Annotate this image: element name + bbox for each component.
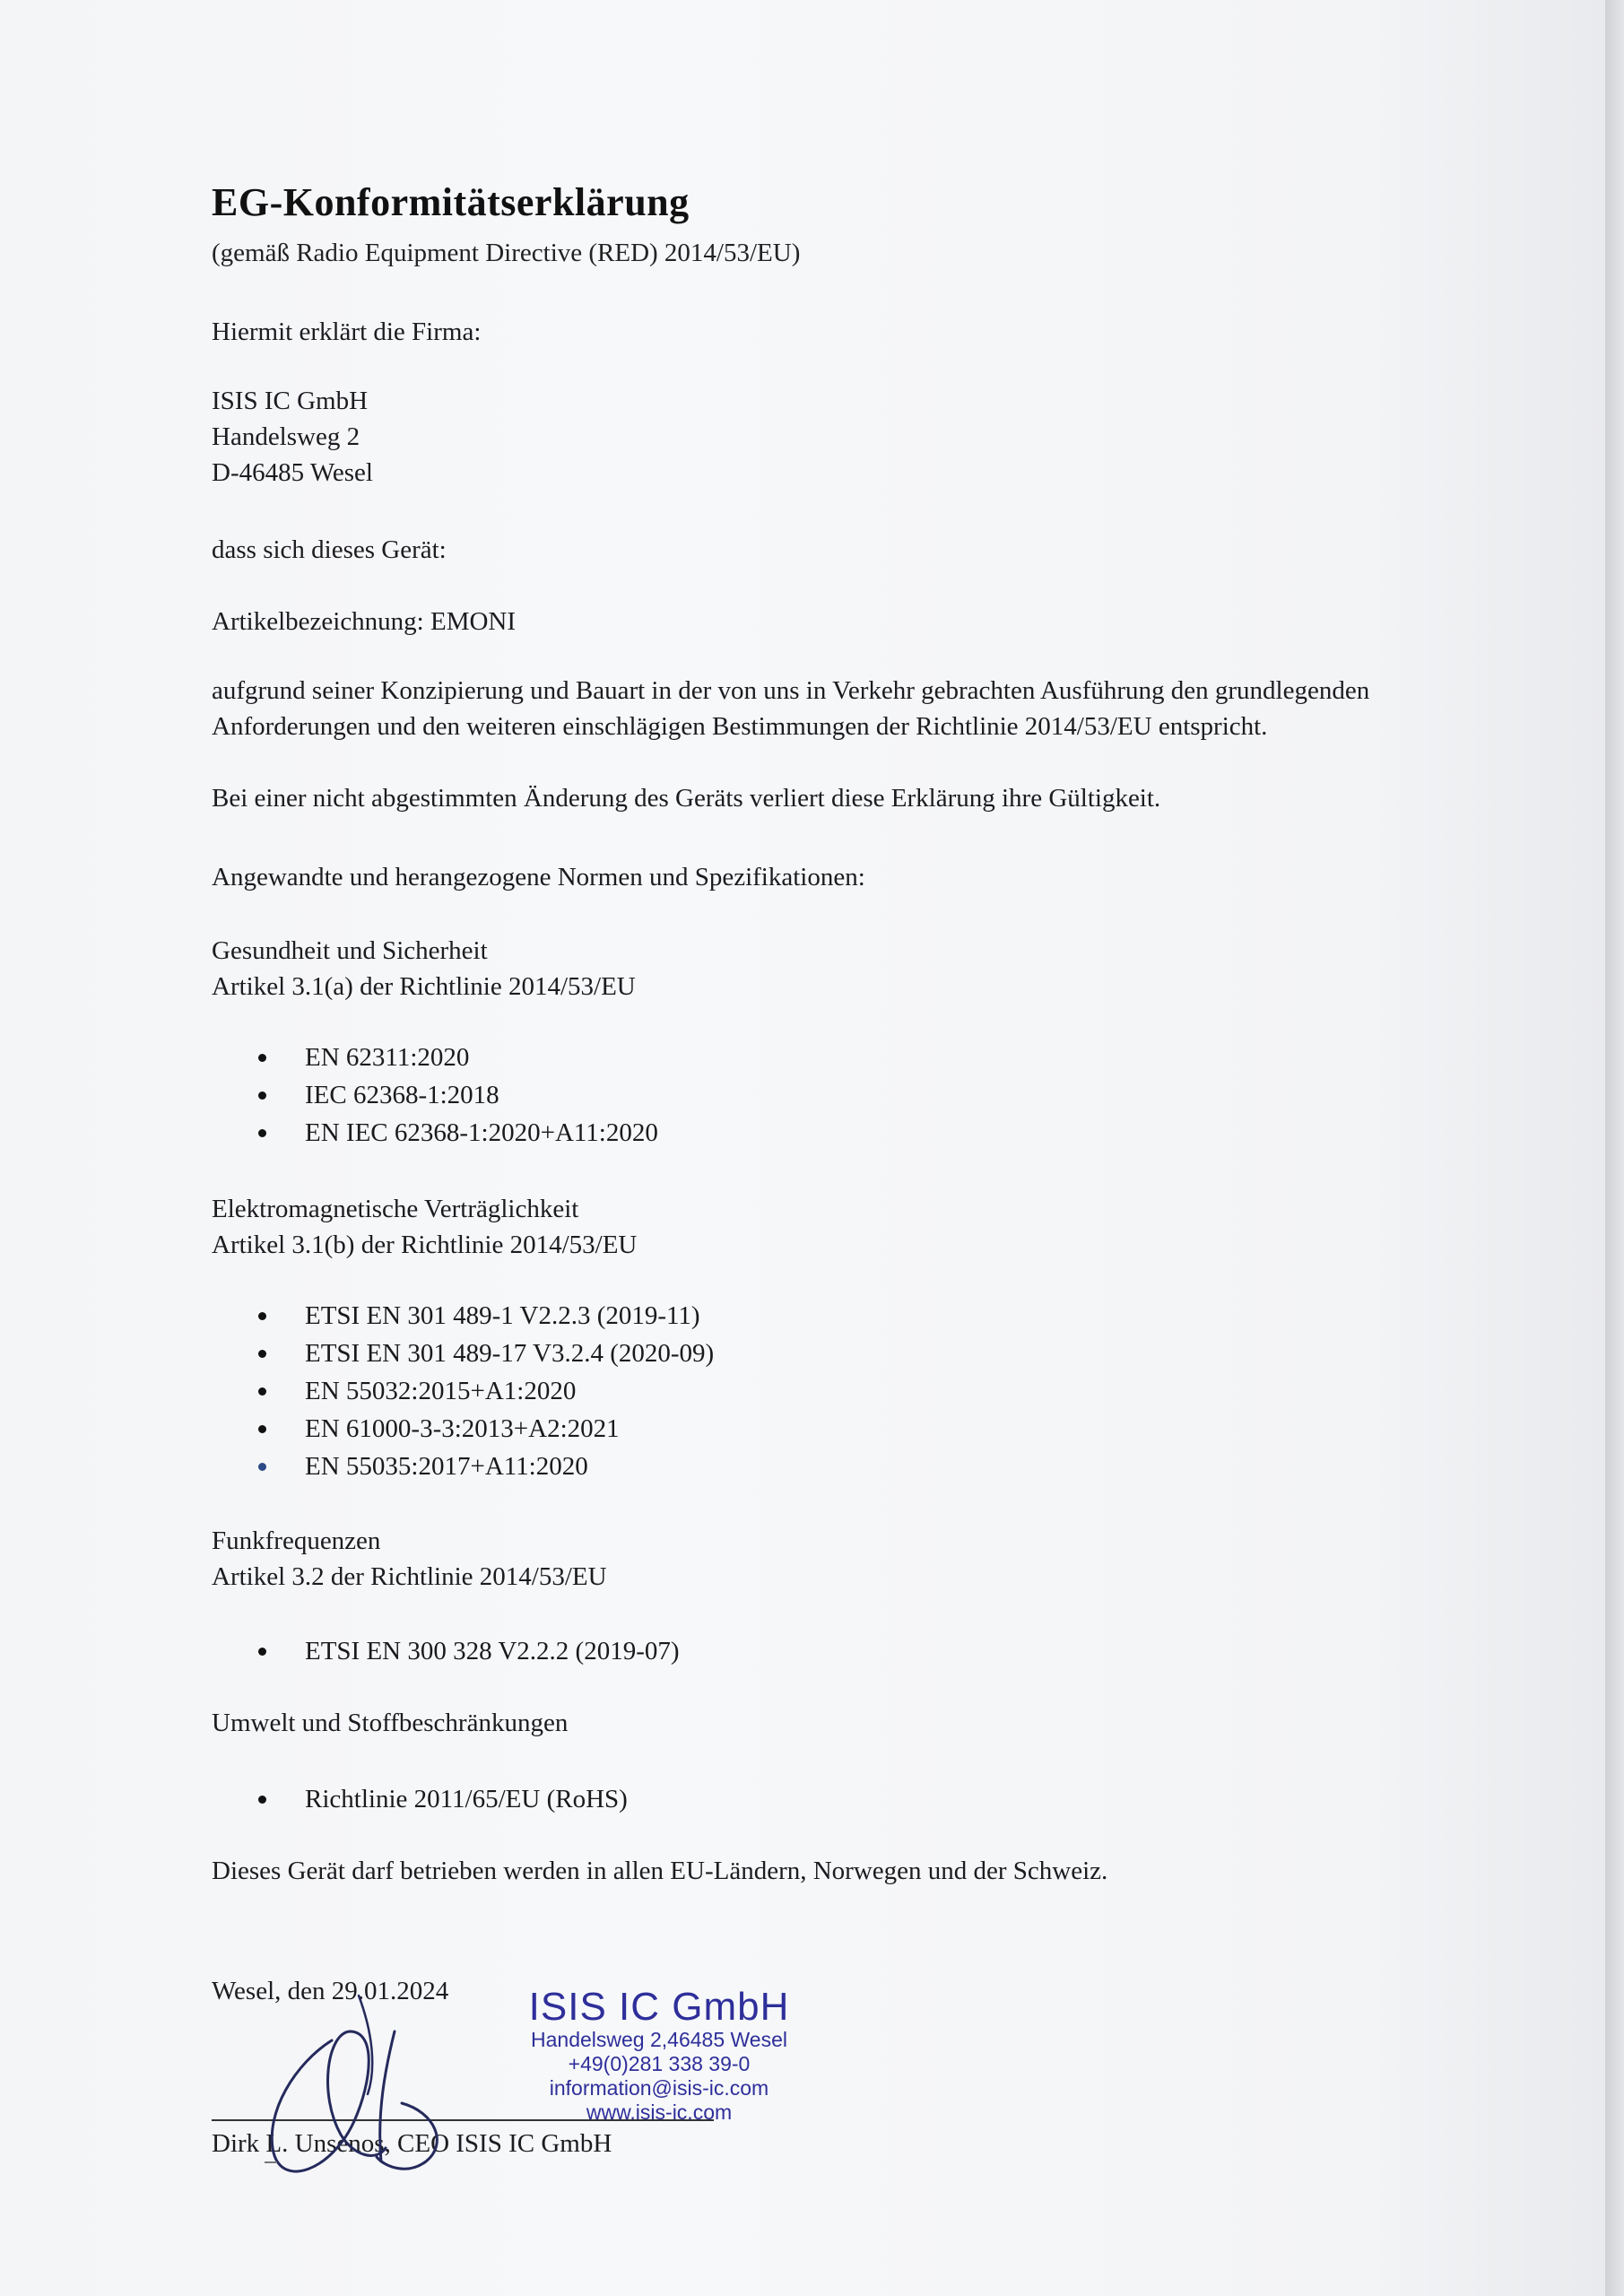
list-item: ETSI EN 300 328 V2.2.2 (2019-07) [212,1632,680,1670]
section-heading-emc: Elektromagnetische Verträglichkeit [212,1195,579,1223]
intro-text: Hiermit erklärt die Firma: [212,317,482,346]
section-heading-health-safety: Gesundheit und Sicherheit [212,936,488,965]
company-name: ISIS IC GmbH [212,387,369,415]
handwritten-signature [242,1978,493,2184]
company-street: Handelsweg 2 [212,422,360,451]
standards-list-emc [212,1297,714,1485]
stamp-address: Handelsweg 2,46485 Wesel [531,2028,787,2051]
section-article-emc: Artikel 3.1(b) der Richtlinie 2014/53/EU [212,1231,638,1259]
list-item: EN 62311:2020 [212,1039,658,1076]
signatory: Dirk L. Unsenos, CEO ISIS IC GmbH [212,2129,612,2158]
company-city: D-46485 Wesel [212,458,373,487]
stamp-email: information@isis-ic.com [549,2076,769,2100]
list-item: IEC 62368-1:2018 [212,1076,658,1114]
stamp-company-name: ISIS IC GmbH [528,1985,790,2029]
standards-intro: Angewandte und herangezogene Normen und Spezifikationen: [212,863,865,891]
list-item: EN IEC 62368-1:2020+A11:2020 [212,1114,658,1152]
device-intro: dass sich dieses Gerät: [212,535,447,564]
standards-list-health-safety [212,1039,658,1152]
company-stamp [489,1987,829,2125]
stray-mark [265,2161,277,2163]
list-item: Richtlinie 2011/65/EU (RoHS) [212,1780,628,1818]
section-heading-radio: Funkfrequenzen [212,1526,381,1555]
validity-note: Bei einer nicht abgestimmten Änderung des Geräts verliert diese Erklärung ihre Gültigkeit. [212,784,1161,813]
conformity-paragraph: aufgrund seiner Konzipierung und Bauart in der von uns in Verkehr gebrachten Ausführung den grundlegenden Anforderungen und den weiteren einschlägigen Bestimmungen der Richtlinie 2014/53/EU entspricht. [212,676,1370,741]
standards-list-environment [212,1780,628,1818]
list-item: EN 61000-3-3:2013+A2:2021 [212,1410,714,1448]
section-article-health-safety: Artikel 3.1(a) der Richtlinie 2014/53/EU [212,972,636,1001]
stamp-web: www.isis-ic.com [586,2100,733,2124]
list-item: EN 55032:2015+A1:2020 [212,1372,714,1410]
page-edge-shadow [1605,0,1624,2296]
standards-list-radio [212,1632,680,1670]
stamp-phone: +49(0)281 338 39-0 [568,2052,751,2075]
place-date: Wesel, den 29.01.2024 [212,1977,449,2005]
document-title: EG-Konformitätserklärung [212,180,690,224]
countries-note: Dieses Gerät darf betrieben werden in allen EU-Ländern, Norwegen und der Schweiz. [212,1857,1108,1885]
list-item: ETSI EN 301 489-17 V3.2.4 (2020-09) [212,1335,714,1372]
document-subtitle: (gemäß Radio Equipment Directive (RED) 2014/53/EU) [212,239,801,267]
list-item: EN 55035:2017+A11:2020 [212,1448,714,1485]
section-article-radio: Artikel 3.2 der Richtlinie 2014/53/EU [212,1562,607,1591]
article-designation: Artikelbezeichnung: EMONI [212,607,517,636]
section-heading-environment: Umwelt und Stoffbeschränkungen [212,1709,569,1737]
list-item: ETSI EN 301 489-1 V2.2.3 (2019-11) [212,1297,714,1335]
